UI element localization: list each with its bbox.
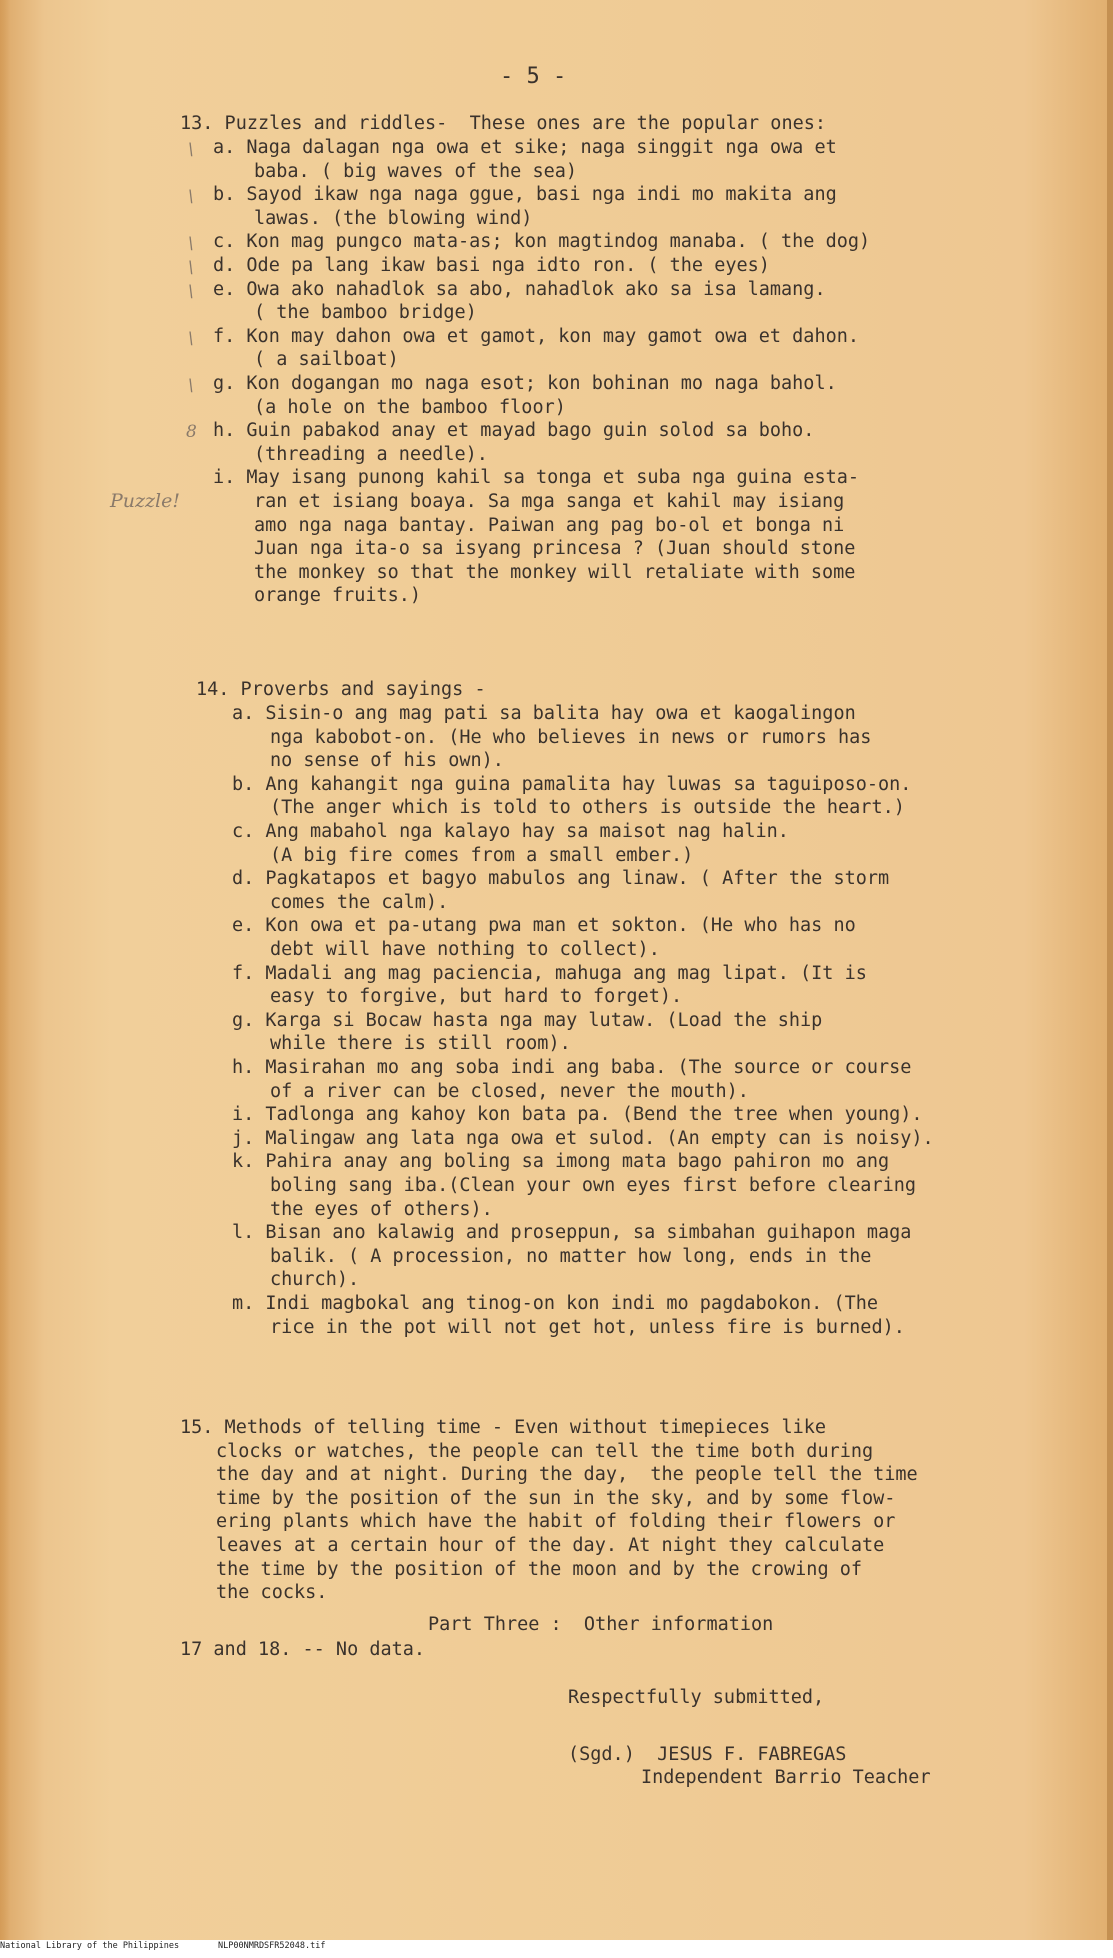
riddle-line: ( the bamboo bridge) <box>254 302 477 324</box>
time-method-line: clocks or watches, the people can tell the time both during <box>216 1440 874 1462</box>
riddle-line: f. Kon may dahon owa et gamot, kon may gamot owa et dahon. <box>213 325 860 347</box>
proverb-line: h. Masirahan mo ang soba indi ang baba. (The source or course <box>232 1057 912 1078</box>
proverb-line: (The anger which is told to others is outside the heart.) <box>270 797 905 819</box>
proverb-line: (A big fire comes from a small ember.) <box>270 844 694 866</box>
margin-mark-a: \ <box>188 140 194 160</box>
proverb-line: i. Tadlonga ang kahoy kon bata pa. (Bend the tree when young). <box>232 1104 923 1126</box>
proverb-line: boling sang iba.(Clean your own eyes first before clearing <box>270 1175 917 1196</box>
proverb-line: l. Bisan ano kalawig and proseppun, sa simbahan guihapon maga <box>232 1222 912 1244</box>
riddle-line: h. Guin pabakod anay et mayad bago guin solod sa boho. <box>213 420 815 442</box>
riddle-line: Juan nga ita-o sa isyang princesa ? (Juan should stone <box>254 538 856 560</box>
margin-mark-b: \ <box>188 187 194 207</box>
proverb-line: comes the calm). <box>270 891 449 913</box>
riddle-line: c. Kon mag pungco mata-as; kon magtindog manaba. ( the dog) <box>213 231 871 253</box>
margin-mark-e: \ <box>188 282 194 302</box>
signature-title: Independent Barrio Teacher <box>641 1767 931 1788</box>
section-13-heading: 13. Puzzles and riddles- These ones are the popular ones: <box>180 113 827 134</box>
time-method-line: time by the position of the sun in the sky, and by some flow- <box>216 1487 896 1509</box>
riddle-line: ( a sailboat) <box>254 349 399 371</box>
proverb-line: g. Karga si Bocaw hasta nga may lutaw. (Load the ship <box>232 1009 823 1031</box>
proverb-line: nga kabobot-on. (He who believes in news or rumors has <box>270 726 872 748</box>
time-method-line: ering plants which have the habit of folding their flowers or <box>216 1511 896 1533</box>
margin-mark-h: 8 <box>186 422 197 442</box>
proverb-line: rice in the pot will not get hot, unless fire is burned). <box>270 1316 905 1338</box>
proverb-line: debt will have nothing to collect). <box>270 939 660 960</box>
riddle-line: lawas. (the blowing wind) <box>254 207 533 229</box>
time-method-line: the day and at night. During the day, the people tell the time <box>216 1464 918 1486</box>
proverb-line: e. Kon owa et pa-utang pwa man et sokton. (He who has no <box>232 915 856 937</box>
time-method-line: leaves at a certain hour of the day. At night they calculate <box>216 1535 885 1556</box>
riddle-line: the monkey so that the monkey will retaliate with some <box>254 561 856 583</box>
margin-mark-d: \ <box>188 258 194 278</box>
part-three-heading: Part Three : Other information <box>428 1614 774 1635</box>
signature-name: (Sgd.) JESUS F. FABREGAS <box>568 1744 847 1765</box>
proverb-line: church). <box>270 1269 360 1291</box>
proverb-line: the eyes of others). <box>270 1198 493 1220</box>
riddle-line: (threading a needle). <box>254 443 488 465</box>
riddle-line: i. May isang punong kahil sa tonga et suba nga guina esta- <box>213 467 860 489</box>
margin-mark-c: \ <box>188 234 194 254</box>
proverb-line: f. Madali ang mag paciencia, mahuga ang mag lipat. (It is <box>232 962 867 984</box>
proverb-line: balik. ( A procession, no matter how long, ends in the <box>270 1245 872 1267</box>
footer-library: National Library of the Philippines <box>0 1941 180 1951</box>
time-method-line: the time by the position of the moon and by the crowing of <box>216 1558 863 1580</box>
proverb-line: c. Ang mabahol nga kalayo hay sa maisot nag halin. <box>232 821 789 842</box>
riddle-line: orange fruits.) <box>254 585 422 607</box>
closing-line: Respectfully submitted, <box>568 1687 825 1708</box>
proverb-line: easy to forgive, but hard to forget). <box>270 986 683 1008</box>
page-edge-shadow <box>0 0 10 1940</box>
riddle-line: b. Sayod ikaw nga naga ggue, basi nga indi mo makita ang <box>213 184 837 206</box>
no-data-line: 17 and 18. -- No data. <box>180 1639 426 1660</box>
section-14-heading: 14. Proverbs and sayings - <box>196 679 486 700</box>
proverb-line: a. Sisin-o ang mag pati sa balita hay owa et kaogalingon <box>232 703 856 724</box>
time-method-line: the cocks. <box>216 1582 328 1604</box>
riddle-line: d. Ode pa lang ikaw basi nga idto ron. ( the eyes) <box>213 255 770 276</box>
footer-filename: NLP00NMRDSFR52048.tif <box>218 1941 326 1951</box>
riddle-line: baba. ( big waves of the sea) <box>254 160 578 182</box>
riddle-line: a. Naga dalagan nga owa et sike; naga singgit nga owa et <box>213 137 837 158</box>
proverb-line: m. Indi magbokal ang tinog-on kon indi mo pagdabokon. (The <box>232 1293 879 1314</box>
riddle-line: ran et isiang boaya. Sa mga sanga et kahil may isiang <box>254 491 845 512</box>
page-edge-right <box>1107 0 1113 1940</box>
proverb-line: b. Ang kahangit nga guina pamalita hay luwas sa taguiposo-on. <box>232 773 912 795</box>
proverb-line: of a river can be closed, never the mouth). <box>270 1080 749 1102</box>
riddle-line: g. Kon dogangan mo naga esot; kon bohinan mo naga bahol. <box>213 373 837 394</box>
proverb-line: d. Pagkatapos et bagyo mabulos ang linaw. ( After the storm <box>232 868 890 890</box>
margin-note-puzzle: Puzzle! <box>110 490 180 512</box>
proverb-line: while there is still room). <box>270 1033 571 1055</box>
proverb-line: no sense of his own). <box>270 750 504 772</box>
margin-mark-g: \ <box>188 376 194 396</box>
riddle-line: e. Owa ako nahadlok sa abo, nahadlok ako sa isa lamang. <box>213 278 826 300</box>
margin-mark-f: \ <box>188 329 194 349</box>
time-method-line: 15. Methods of telling time - Even without timepieces like <box>180 1417 827 1438</box>
proverb-line: k. Pahira anay ang boling sa imong mata bago pahiron mo ang <box>232 1151 890 1173</box>
riddle-line: (a hole on the bamboo floor) <box>254 396 566 418</box>
riddle-line: amo nga naga bantay. Paiwan ang pag bo-ol et bonga ni <box>254 514 845 536</box>
page-number: - 5 - <box>500 64 567 89</box>
proverb-line: j. Malingaw ang lata nga owa et sulod. (An empty can is noisy). <box>232 1127 934 1149</box>
